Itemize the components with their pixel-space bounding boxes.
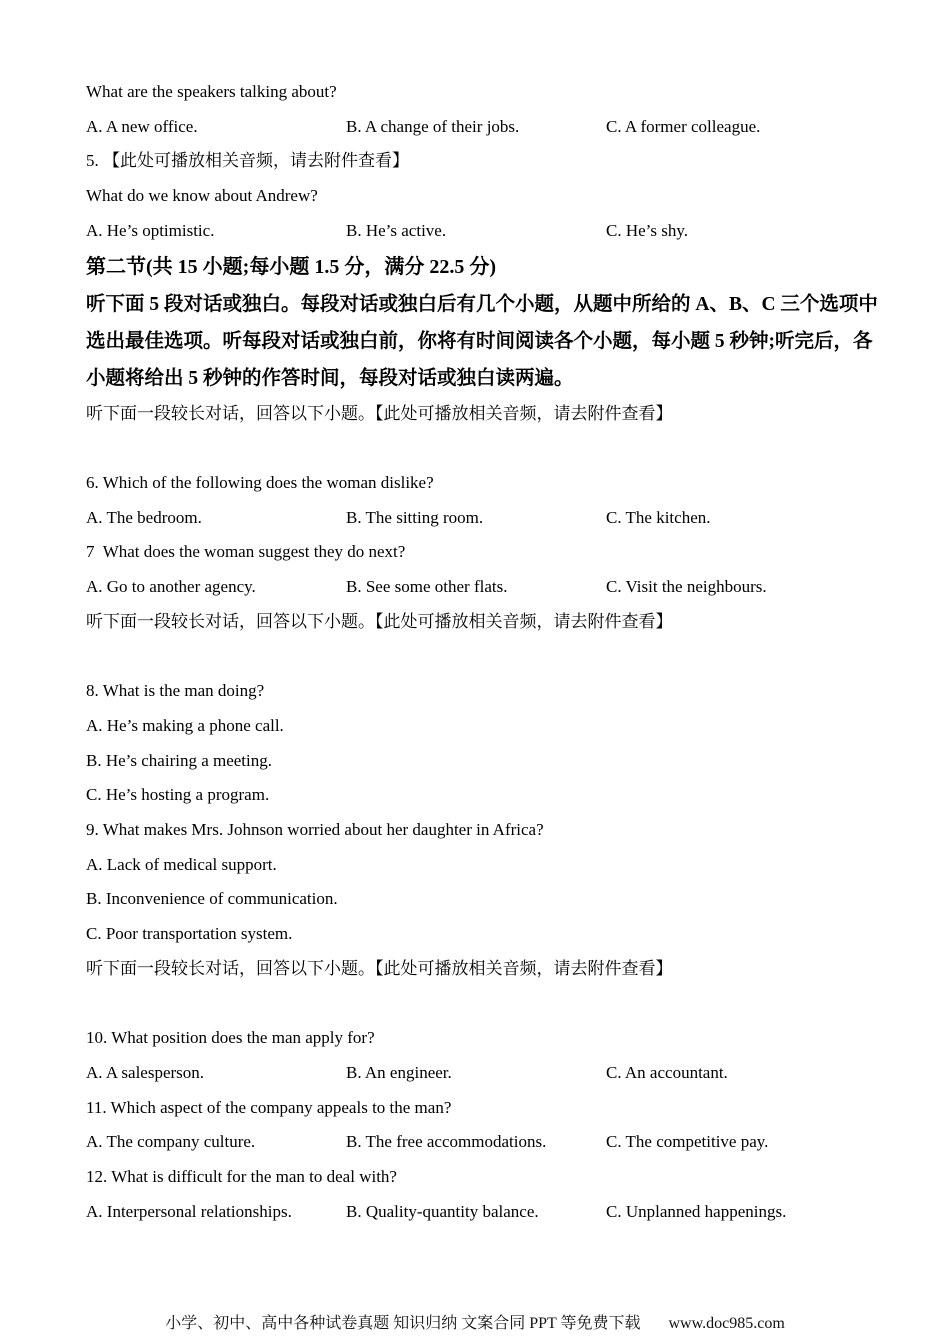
question-10-option-b: B. An engineer.	[346, 1062, 452, 1082]
question-4-option-a: A. A new office.	[86, 116, 198, 136]
question-5-text: What do we know about Andrew?	[86, 186, 318, 206]
question-9-text: 9. What makes Mrs. Johnson worried about her daughter in Africa?	[86, 819, 544, 839]
question-7-options	[86, 570, 868, 605]
question-5-audio-note: 5. 【此处可播放相关音频，请去附件查看】	[86, 151, 409, 171]
blank-line	[86, 431, 868, 466]
question-5-options	[86, 214, 868, 249]
question-7-option-a: A. Go to another agency.	[86, 577, 256, 597]
question-10-option-a: A. A salesperson.	[86, 1062, 205, 1082]
section-2-instructions-line-3: 小题将给出 5 秒钟的作答时间，每段对话或独白读两遍。	[86, 367, 574, 389]
section-2-title: 第二节(共 15 小题;每小题 1.5 分，满分 22.5 分)	[86, 255, 496, 278]
question-6-option-b: B. The sitting room.	[346, 507, 484, 527]
audio-notice-dialog-3: 听下面一段较长对话，回答以下小题。【此处可播放相关音频，请去附件查看】	[86, 958, 673, 978]
question-12-option-b: B. Quality-quantity balance.	[346, 1201, 539, 1221]
question-11-option-a: A. The company culture.	[86, 1132, 256, 1152]
question-10-text: 10. What position does the man apply for?	[86, 1028, 375, 1048]
question-5-option-c: C. He’s shy.	[606, 220, 689, 240]
question-11-option-b: B. The free accommodations.	[346, 1132, 547, 1152]
question-11-options	[86, 1125, 868, 1160]
question-11-option-c: C. The competitive pay.	[606, 1132, 769, 1152]
question-12-text: 12. What is difficult for the man to deal with?	[86, 1166, 397, 1186]
question-12-options	[86, 1195, 868, 1230]
question-9-option-c: C. Poor transportation system.	[86, 924, 293, 944]
footer-website-url: www.doc985.com	[668, 1315, 785, 1332]
question-8-text: 8. What is the man doing?	[86, 681, 265, 701]
question-8-option-b: B. He’s chairing a meeting.	[86, 750, 273, 770]
question-6-text: 6. Which of the following does the woman dislike?	[86, 472, 434, 492]
question-4-options	[86, 110, 868, 145]
question-6-options	[86, 501, 868, 536]
question-11-text: 11. Which aspect of the company appeals to the man?	[86, 1097, 452, 1117]
question-5-option-a: A. He’s optimistic.	[86, 220, 215, 240]
question-7-option-b: B. See some other flats.	[346, 577, 508, 597]
question-12-option-c: C. Unplanned happenings.	[606, 1201, 787, 1221]
section-2-instructions-line-1: 听下面 5 段对话或独白。每段对话或独白后有几个小题，从题中所给的 A、B、C 三个选项中	[86, 293, 878, 315]
exam-content	[86, 75, 878, 1229]
page-footer	[0, 1313, 950, 1335]
question-6-option-c: C. The kitchen.	[606, 507, 711, 527]
question-12-option-a: A. Interpersonal relationships.	[86, 1201, 292, 1221]
question-9-option-a: A. Lack of medical support.	[86, 854, 277, 874]
question-10-options	[86, 1056, 868, 1091]
footer-slogan: 小学、初中、高中各种试卷真题 知识归纳 文案合同 PPT 等免费下载	[165, 1315, 641, 1332]
audio-notice-dialog-1: 听下面一段较长对话，回答以下小题。【此处可播放相关音频，请去附件查看】	[86, 403, 673, 423]
audio-notice-dialog-2: 听下面一段较长对话，回答以下小题。【此处可播放相关音频，请去附件查看】	[86, 611, 673, 631]
question-7-option-c: C. Visit the neighbours.	[606, 577, 767, 597]
blank-line	[86, 639, 868, 674]
section-2-instructions-line-2: 选出最佳选项。听每段对话或独白前，你将有时间阅读各个小题，每小题 5 秒钟;听完后，各	[86, 330, 873, 352]
question-4-option-c: C. A former colleague.	[606, 116, 761, 136]
question-4-text: What are the speakers talking about?	[86, 82, 337, 101]
question-4-option-b: B. A change of their jobs.	[346, 116, 520, 136]
question-7-text: 7 What does the woman suggest they do next?	[86, 542, 406, 562]
question-10-option-c: C. An accountant.	[606, 1062, 728, 1082]
question-9-option-b: B. Inconvenience of communication.	[86, 889, 338, 909]
question-6-option-a: A. The bedroom.	[86, 507, 202, 527]
blank-line	[86, 986, 868, 1021]
question-8-option-a: A. He’s making a phone call.	[86, 715, 284, 735]
question-5-option-b: B. He’s active.	[346, 220, 447, 240]
question-8-option-c: C. He’s hosting a program.	[86, 785, 270, 805]
